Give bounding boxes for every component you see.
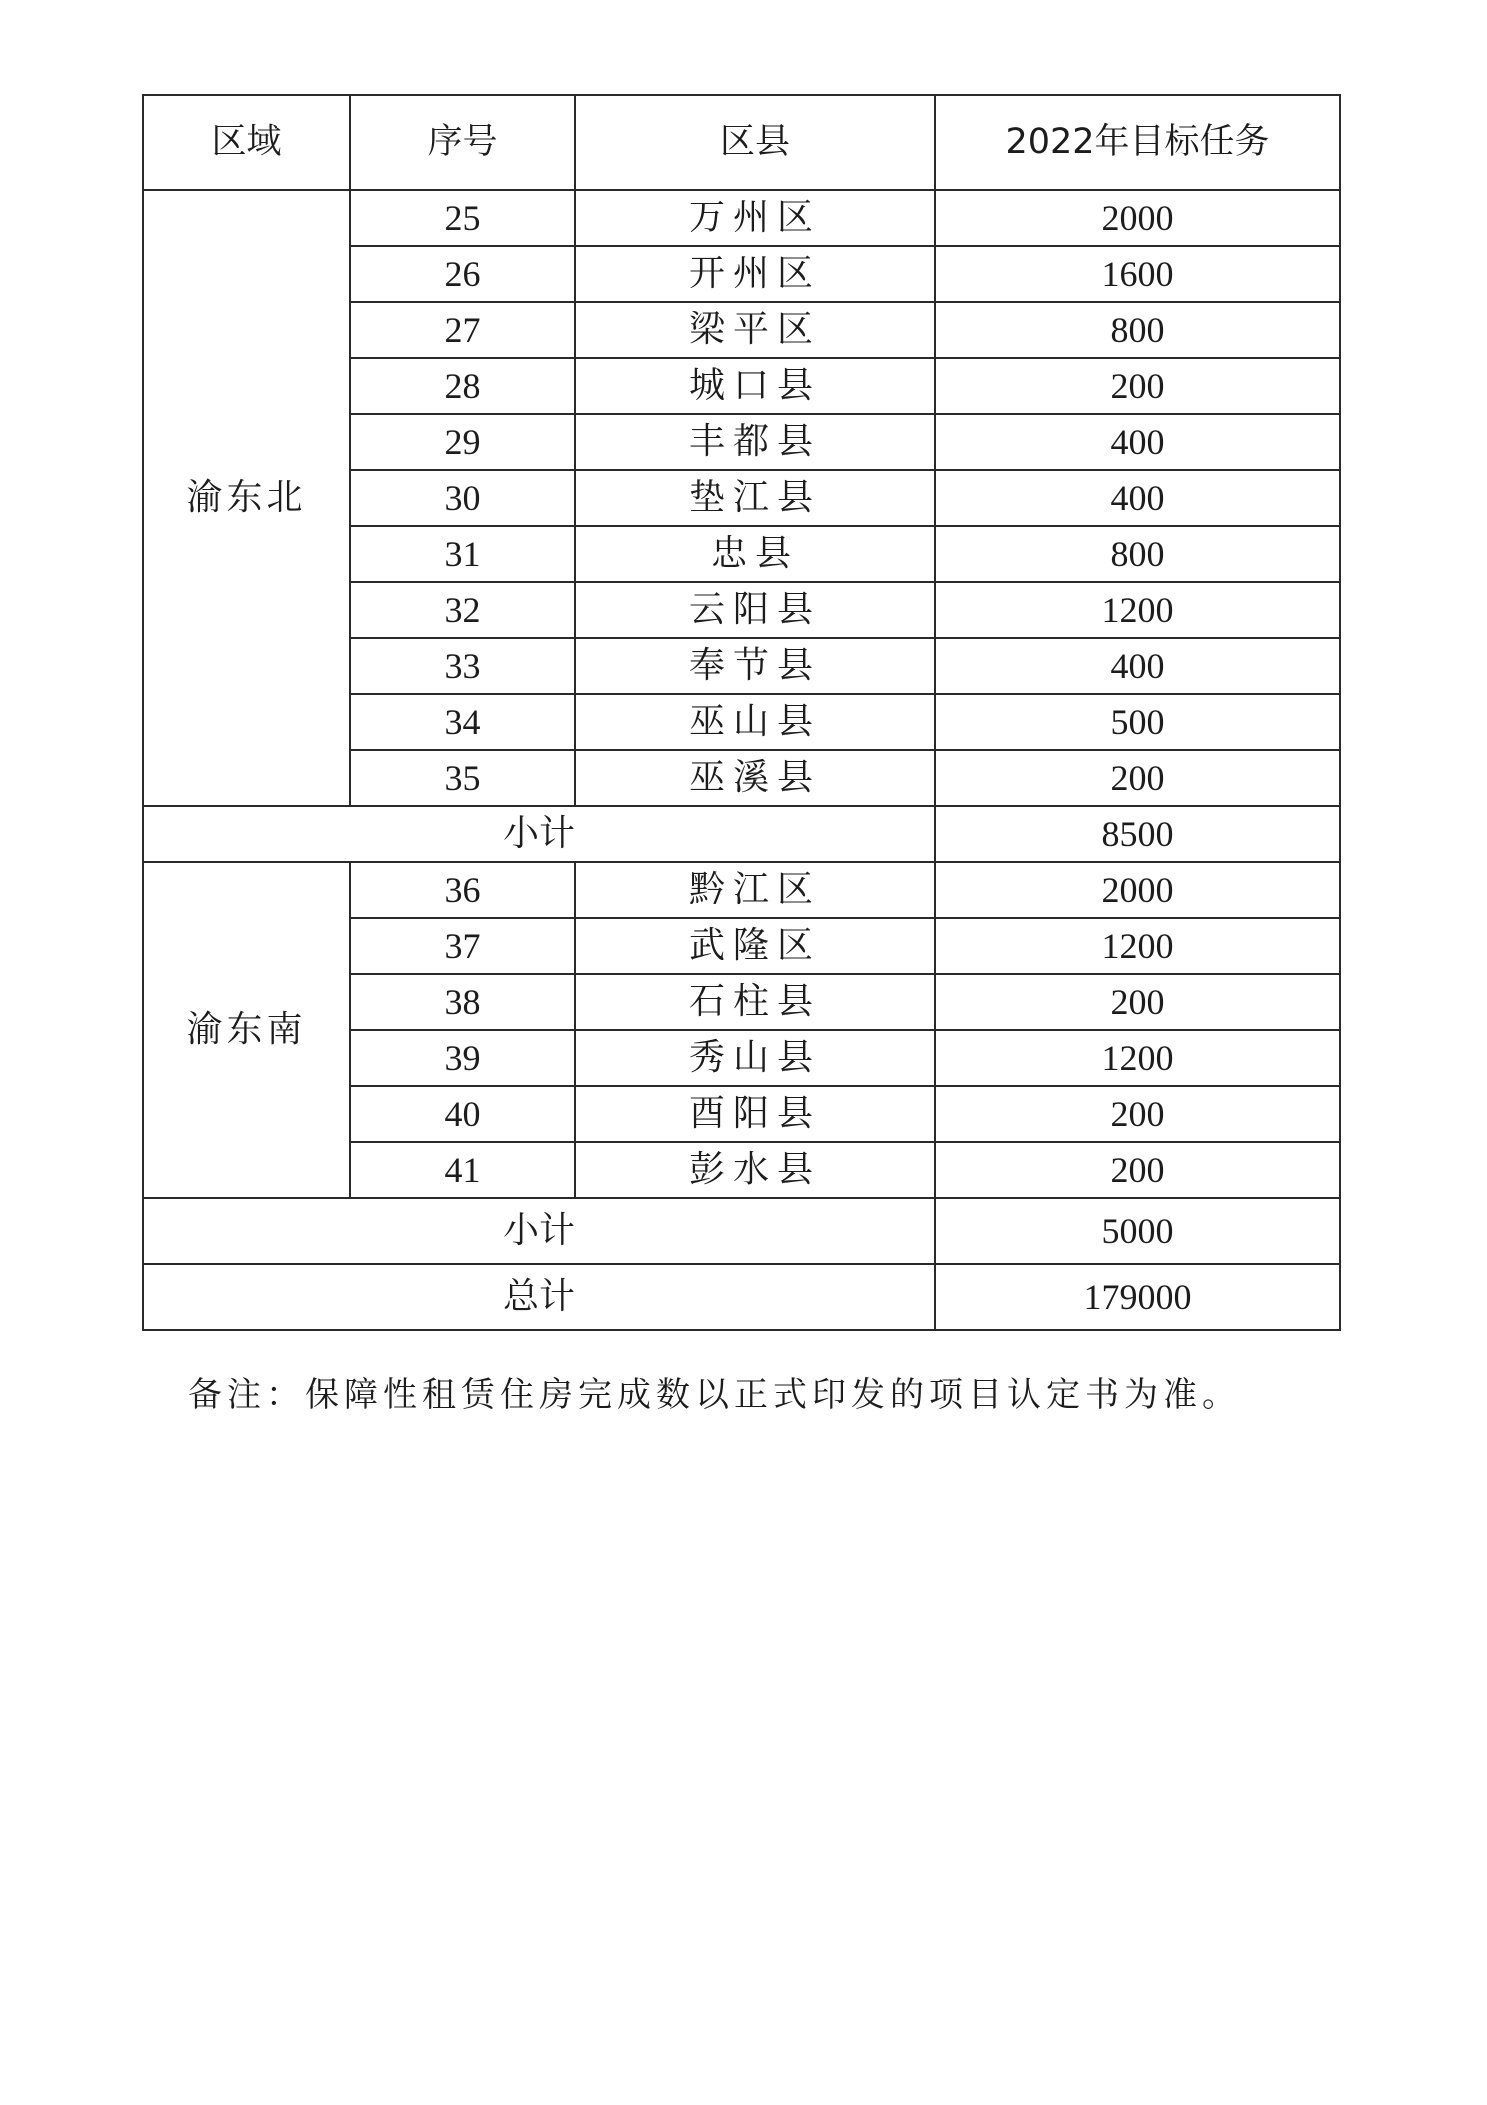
serial-cell: 27	[350, 302, 575, 358]
target-cell: 1200	[935, 918, 1340, 974]
county-cell: 石柱县	[575, 974, 935, 1030]
target-cell: 200	[935, 750, 1340, 806]
header-county: 区县	[575, 95, 935, 190]
footnote: 备注：保障性租赁住房完成数以正式印发的项目认定书为准。	[188, 1375, 1241, 1415]
county-cell: 城口县	[575, 358, 935, 414]
serial-cell: 35	[350, 750, 575, 806]
county-cell: 秀山县	[575, 1030, 935, 1086]
region-cell: 渝东北	[143, 190, 350, 806]
serial-cell: 41	[350, 1142, 575, 1198]
target-cell: 800	[935, 526, 1340, 582]
table-header-row	[143, 95, 1340, 190]
header-region: 区域	[143, 95, 350, 190]
serial-cell: 39	[350, 1030, 575, 1086]
county-cell: 开州区	[575, 246, 935, 302]
serial-cell: 36	[350, 862, 575, 918]
serial-cell: 38	[350, 974, 575, 1030]
target-cell: 400	[935, 638, 1340, 694]
table-body	[143, 190, 1340, 1330]
serial-cell: 40	[350, 1086, 575, 1142]
subtotal-row	[143, 1198, 1340, 1264]
header-target: 2022年目标任务	[935, 95, 1340, 190]
serial-cell: 34	[350, 694, 575, 750]
county-cell: 武隆区	[575, 918, 935, 974]
serial-cell: 31	[350, 526, 575, 582]
serial-cell: 26	[350, 246, 575, 302]
total-value: 179000	[935, 1264, 1340, 1330]
county-cell: 巫山县	[575, 694, 935, 750]
header-serial: 序号	[350, 95, 575, 190]
county-cell: 忠县	[575, 526, 935, 582]
total-row	[143, 1264, 1340, 1330]
target-cell: 1600	[935, 246, 1340, 302]
county-cell: 酉阳县	[575, 1086, 935, 1142]
target-cell: 200	[935, 1086, 1340, 1142]
table-row	[143, 862, 1340, 918]
county-cell: 奉节县	[575, 638, 935, 694]
subtotal-value: 5000	[935, 1198, 1340, 1264]
serial-cell: 33	[350, 638, 575, 694]
target-cell: 1200	[935, 582, 1340, 638]
serial-cell: 37	[350, 918, 575, 974]
county-cell: 彭水县	[575, 1142, 935, 1198]
target-cell: 200	[935, 358, 1340, 414]
target-cell: 2000	[935, 862, 1340, 918]
target-task-table	[142, 94, 1341, 1331]
subtotal-row	[143, 806, 1340, 862]
serial-cell: 30	[350, 470, 575, 526]
table-row	[143, 190, 1340, 246]
target-cell: 1200	[935, 1030, 1340, 1086]
county-cell: 垫江县	[575, 470, 935, 526]
target-cell: 800	[935, 302, 1340, 358]
serial-cell: 32	[350, 582, 575, 638]
serial-cell: 28	[350, 358, 575, 414]
county-cell: 万州区	[575, 190, 935, 246]
county-cell: 梁平区	[575, 302, 935, 358]
target-cell: 2000	[935, 190, 1340, 246]
target-cell: 400	[935, 414, 1340, 470]
total-label: 总计	[143, 1264, 935, 1330]
county-cell: 黔江区	[575, 862, 935, 918]
target-cell: 400	[935, 470, 1340, 526]
region-cell: 渝东南	[143, 862, 350, 1198]
county-cell: 云阳县	[575, 582, 935, 638]
serial-cell: 25	[350, 190, 575, 246]
serial-cell: 29	[350, 414, 575, 470]
target-cell: 500	[935, 694, 1340, 750]
subtotal-label: 小计	[143, 1198, 935, 1264]
subtotal-label: 小计	[143, 806, 935, 862]
target-cell: 200	[935, 1142, 1340, 1198]
subtotal-value: 8500	[935, 806, 1340, 862]
county-cell: 丰都县	[575, 414, 935, 470]
county-cell: 巫溪县	[575, 750, 935, 806]
target-cell: 200	[935, 974, 1340, 1030]
